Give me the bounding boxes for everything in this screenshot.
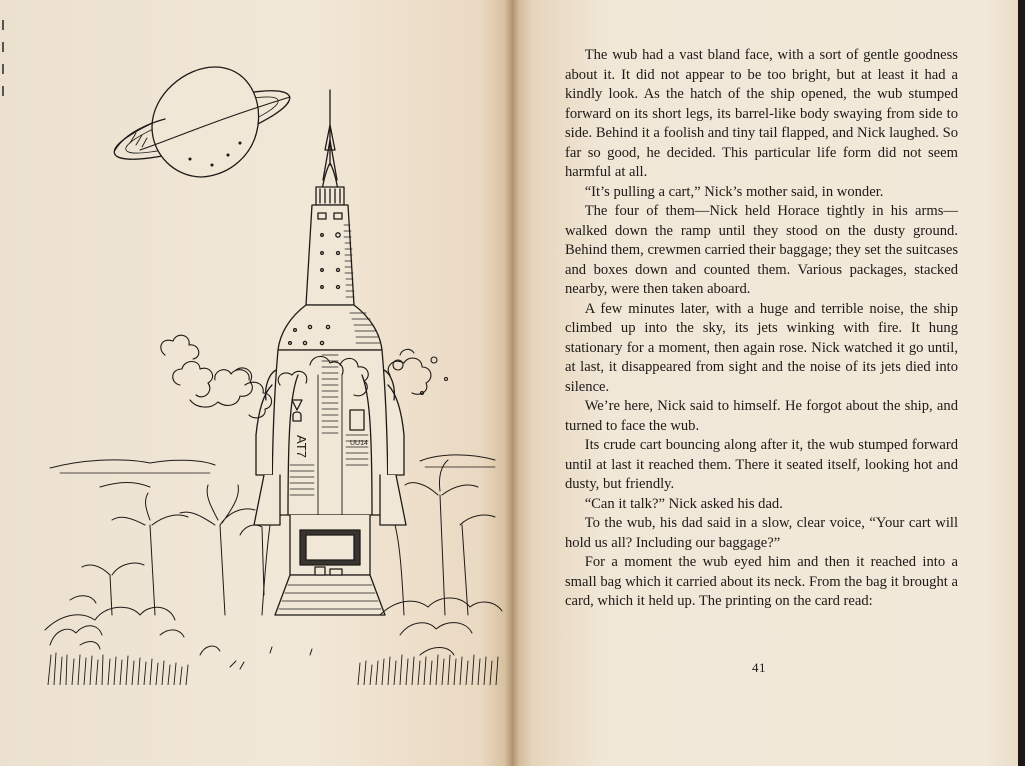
paragraph: Its crude cart bouncing along after it, the wub stumped forward until at last it reached them. There it seated itself, looking hot and dusty, but friendly. [565,437,958,492]
left-page [0,0,512,766]
paragraph: A few minutes later, with a huge and terrible noise, the ship climbed up into the sky, its jets winking with fire. It hung stationary for a moment, then again rose. Nick watched it go until, at last, it disappeared from sight and the noise of its jets died into silence. [565,300,958,395]
paragraph: “It’s pulling a cart,” Nick’s mother said, in wonder. [584,183,884,200]
paragraph: The four of them—Nick held Horace tightly in his arms—walked down the ramp until they stood on the dusty ground. Behind them, crewmen carried their baggage; they set the suitcases and boxes down and counted them. Various packages, stacked nearby, were then taken aboard. [565,203,958,297]
page-number: 41 [752,660,766,675]
paragraph: We’re here, Nick said to himself. He forgot about the ship, and turned to face the wub. [565,398,958,434]
paragraph: “Can it talk?” Nick asked his dad. [584,495,783,512]
paragraph: To the wub, his dad said in a slow, clear voice, “Your cart will hold us all? Including our baggage?” [565,515,958,551]
page-edge-shadow [1018,0,1025,766]
story-text [565,46,958,612]
rocket-marking-uu14: UU14 [350,440,368,447]
paragraph: For a moment the wub eyed him and then it reached into a small bag which it carried about its neck. From the bag it brought a card, which it held up. The printing on the card read: [565,554,958,609]
book-gutter [505,0,519,766]
rocket-marking-at7: AT7 [294,435,309,458]
paragraph: The wub had a vast bland face, with a sort of gentle goodness about it. It did not appear to be too bright, but at least it had a kindly look. As the hatch of the ship opened, the wub stumped forward on its short legs, its barrel-like body swaying from side to side. Behind it a foolish and tiny tail flapped, and Nick laughed. So far so good, he decided. This particular life form did not seem harmful at all. [565,47,958,180]
rocket-icon [254,90,406,615]
page-edge-marks [2,20,6,100]
foreground-foliage [45,596,502,685]
rocket-landing-illustration [40,55,510,685]
ringed-planet-icon [108,67,295,177]
